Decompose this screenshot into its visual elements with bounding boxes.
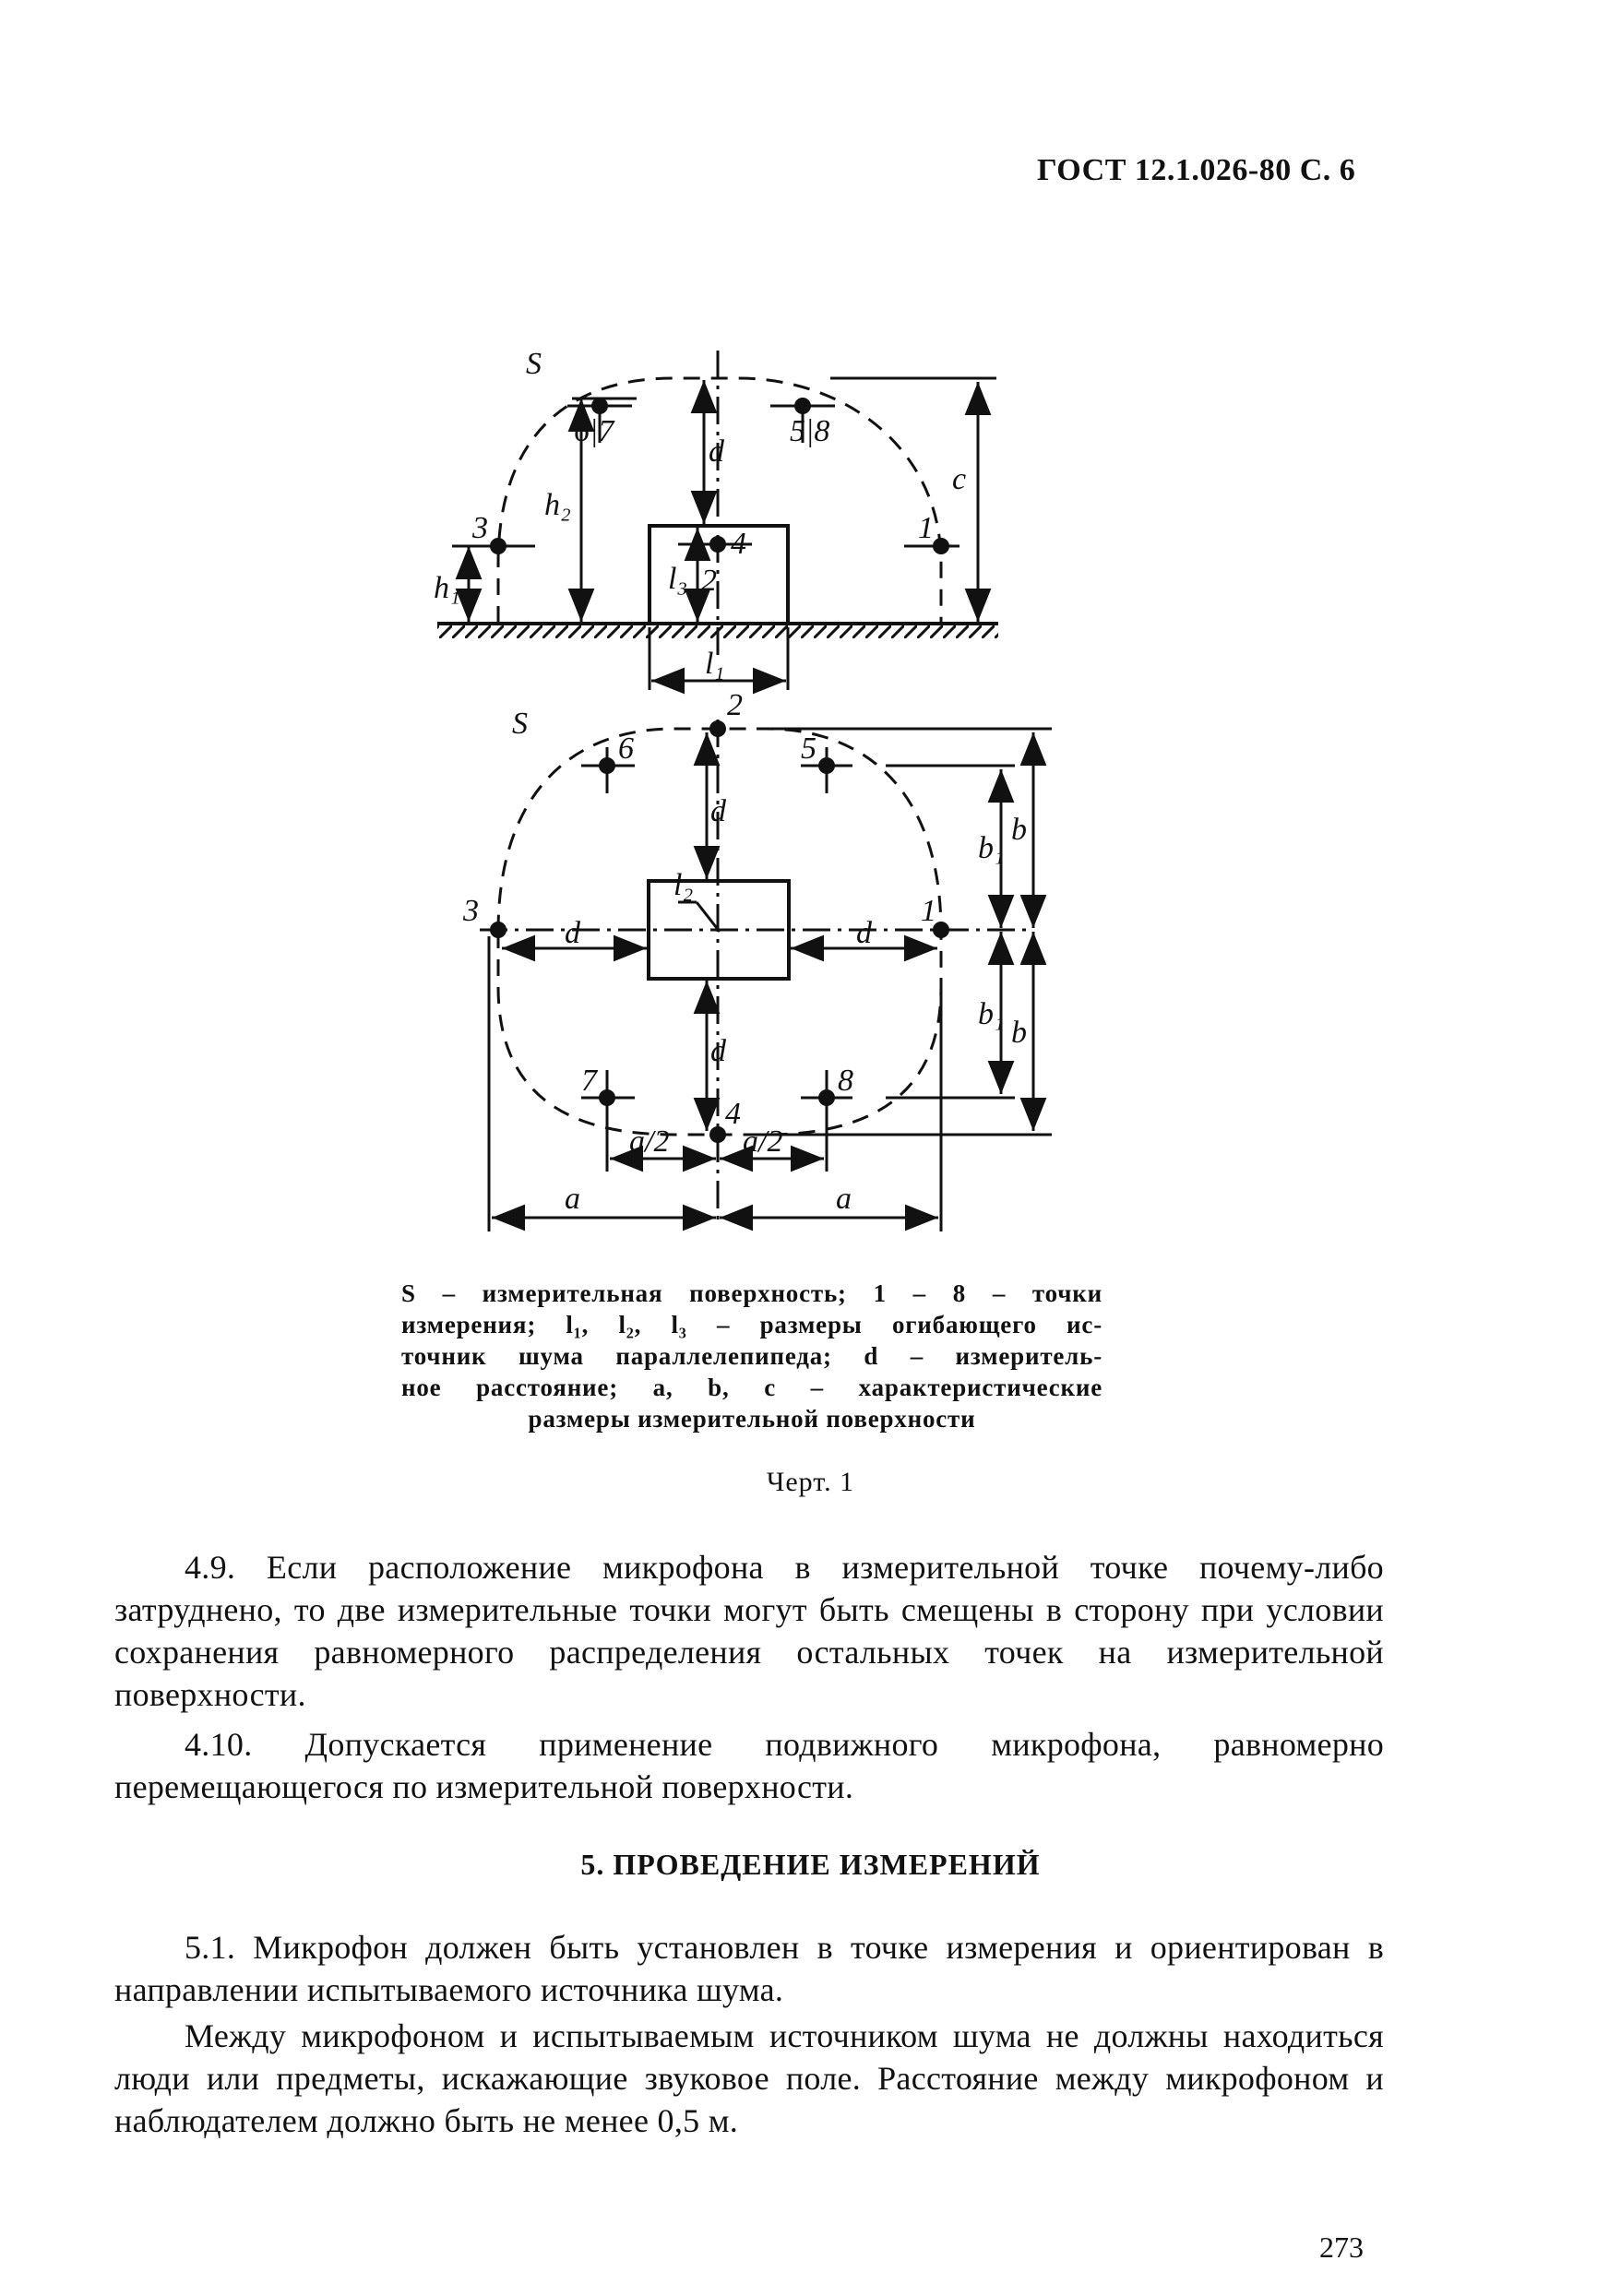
point-4-top (709, 536, 726, 553)
figure-caption (401, 1278, 1103, 1434)
label-b-down: b (1011, 1016, 1027, 1050)
caption-line: ное расстояние; a, b, c – характеристические (401, 1374, 1103, 1401)
point-6-plan (599, 757, 615, 774)
point-7-plan (599, 1089, 615, 1106)
paragraph-4-10-text: 4.10. Допускается применение подвижного микрофона, равномерно перемещающегося по измерительной поверхности. (114, 1726, 1384, 1805)
label-c: c (952, 462, 967, 496)
label-l2: l₂ (673, 868, 694, 902)
label-d-plan-down: d (710, 1034, 726, 1068)
label-d-plan-left: d (565, 916, 580, 950)
label-h1: h₁ (434, 571, 460, 605)
paragraph-5-1 (114, 1926, 1384, 2011)
label-58: 5|8 (790, 414, 830, 448)
label-l3: l₃ (668, 562, 688, 596)
point-5-8-top (794, 398, 811, 414)
caption-line: точник шума параллелепипеда; d – измеритель- (401, 1342, 1103, 1370)
paragraph-4-10 (114, 1723, 1384, 1808)
label-point-1-plan: 1 (921, 894, 936, 928)
label-s-plan: S (512, 707, 528, 741)
label-point-2-plan: 2 (727, 688, 743, 722)
label-b-up: b (1011, 813, 1027, 847)
point-8-plan (818, 1089, 835, 1106)
label-d-plan-up: d (710, 794, 726, 828)
point-5-plan (818, 757, 835, 774)
label-point-6-plan: 6 (618, 732, 634, 766)
label-a-left: a (565, 1182, 580, 1216)
paragraph-5-1-continued (114, 2015, 1384, 2142)
label-a-right: a (836, 1182, 852, 1216)
label-s-top: S (526, 347, 542, 381)
label-point-3-plan: 3 (463, 894, 479, 928)
page-number: 273 (1319, 2231, 1364, 2264)
paragraph-5-1-text: 5.1. Микрофон должен быть установлен в точке измерения и ориентирован в направлении испытываемого источника шума. (114, 1929, 1384, 2008)
label-point-1: 1 (918, 511, 934, 545)
paragraph-4-9-text: 4.9. Если расположение микрофона в измерительной точке почему-либо затруднено, то две измерительные точки могут быть смещены в сторону при условии сохранения равномерного распределения остальных точек на измерительной поверхности. (114, 1549, 1384, 1713)
measurement-surface-drawing (387, 341, 1052, 1245)
label-d-top: d (709, 434, 724, 469)
point-6-7-top (591, 398, 608, 414)
label-point-8-plan: 8 (838, 1064, 853, 1098)
label-d-plan-right: d (856, 916, 872, 950)
label-point-4-plan: 4 (725, 1097, 741, 1131)
section-5-title: 5. ПРОВЕДЕНИЕ ИЗМЕРЕНИЙ (580, 1848, 1041, 1881)
point-1-top (933, 538, 949, 554)
figure-1 (387, 341, 1052, 1245)
label-b1-down: b₁ (978, 997, 1005, 1031)
label-h2: h₂ (544, 488, 571, 522)
caption-line: измерения; l₁, l₂, l₃ – размеры огибающего ис- (401, 1311, 1103, 1338)
label-point-7-plan: 7 (581, 1064, 597, 1098)
elevation-view (437, 351, 998, 690)
label-point-4: 4 (731, 527, 746, 561)
paragraph-5-1b-text: Между микрофоном и испытываемым источником шума не должны находиться люди или предметы, искажающие звуковое поле. Расстояние между микрофоном и наблюдателем должно быть не менее 0,5 м. (114, 2017, 1384, 2139)
label-point-2: 2 (701, 564, 717, 598)
paragraph-4-9 (114, 1546, 1384, 1716)
figure-label: Черт. 1 (766, 1467, 855, 1497)
point-2-plan (709, 720, 726, 737)
point-4-plan (709, 1126, 726, 1143)
label-point-3: 3 (472, 511, 488, 545)
label-point-5-plan: 5 (801, 732, 816, 766)
label-b1-up: b₁ (978, 831, 1005, 865)
label-a-half-right: a/2 (743, 1124, 783, 1159)
point-3-top (490, 538, 507, 554)
document-header: ГОСТ 12.1.026-80 С. 6 (1037, 153, 1356, 187)
elevation-points (490, 398, 949, 554)
point-3-plan (490, 922, 507, 938)
label-l1: l₁ (705, 647, 725, 681)
label-a-half-left: a/2 (629, 1124, 670, 1159)
label-67: 6|7 (574, 414, 614, 448)
caption-line: размеры измерительной поверхности (528, 1405, 976, 1433)
caption-line: S – измерительная поверхность; 1 – 8 – точки (401, 1279, 1103, 1307)
